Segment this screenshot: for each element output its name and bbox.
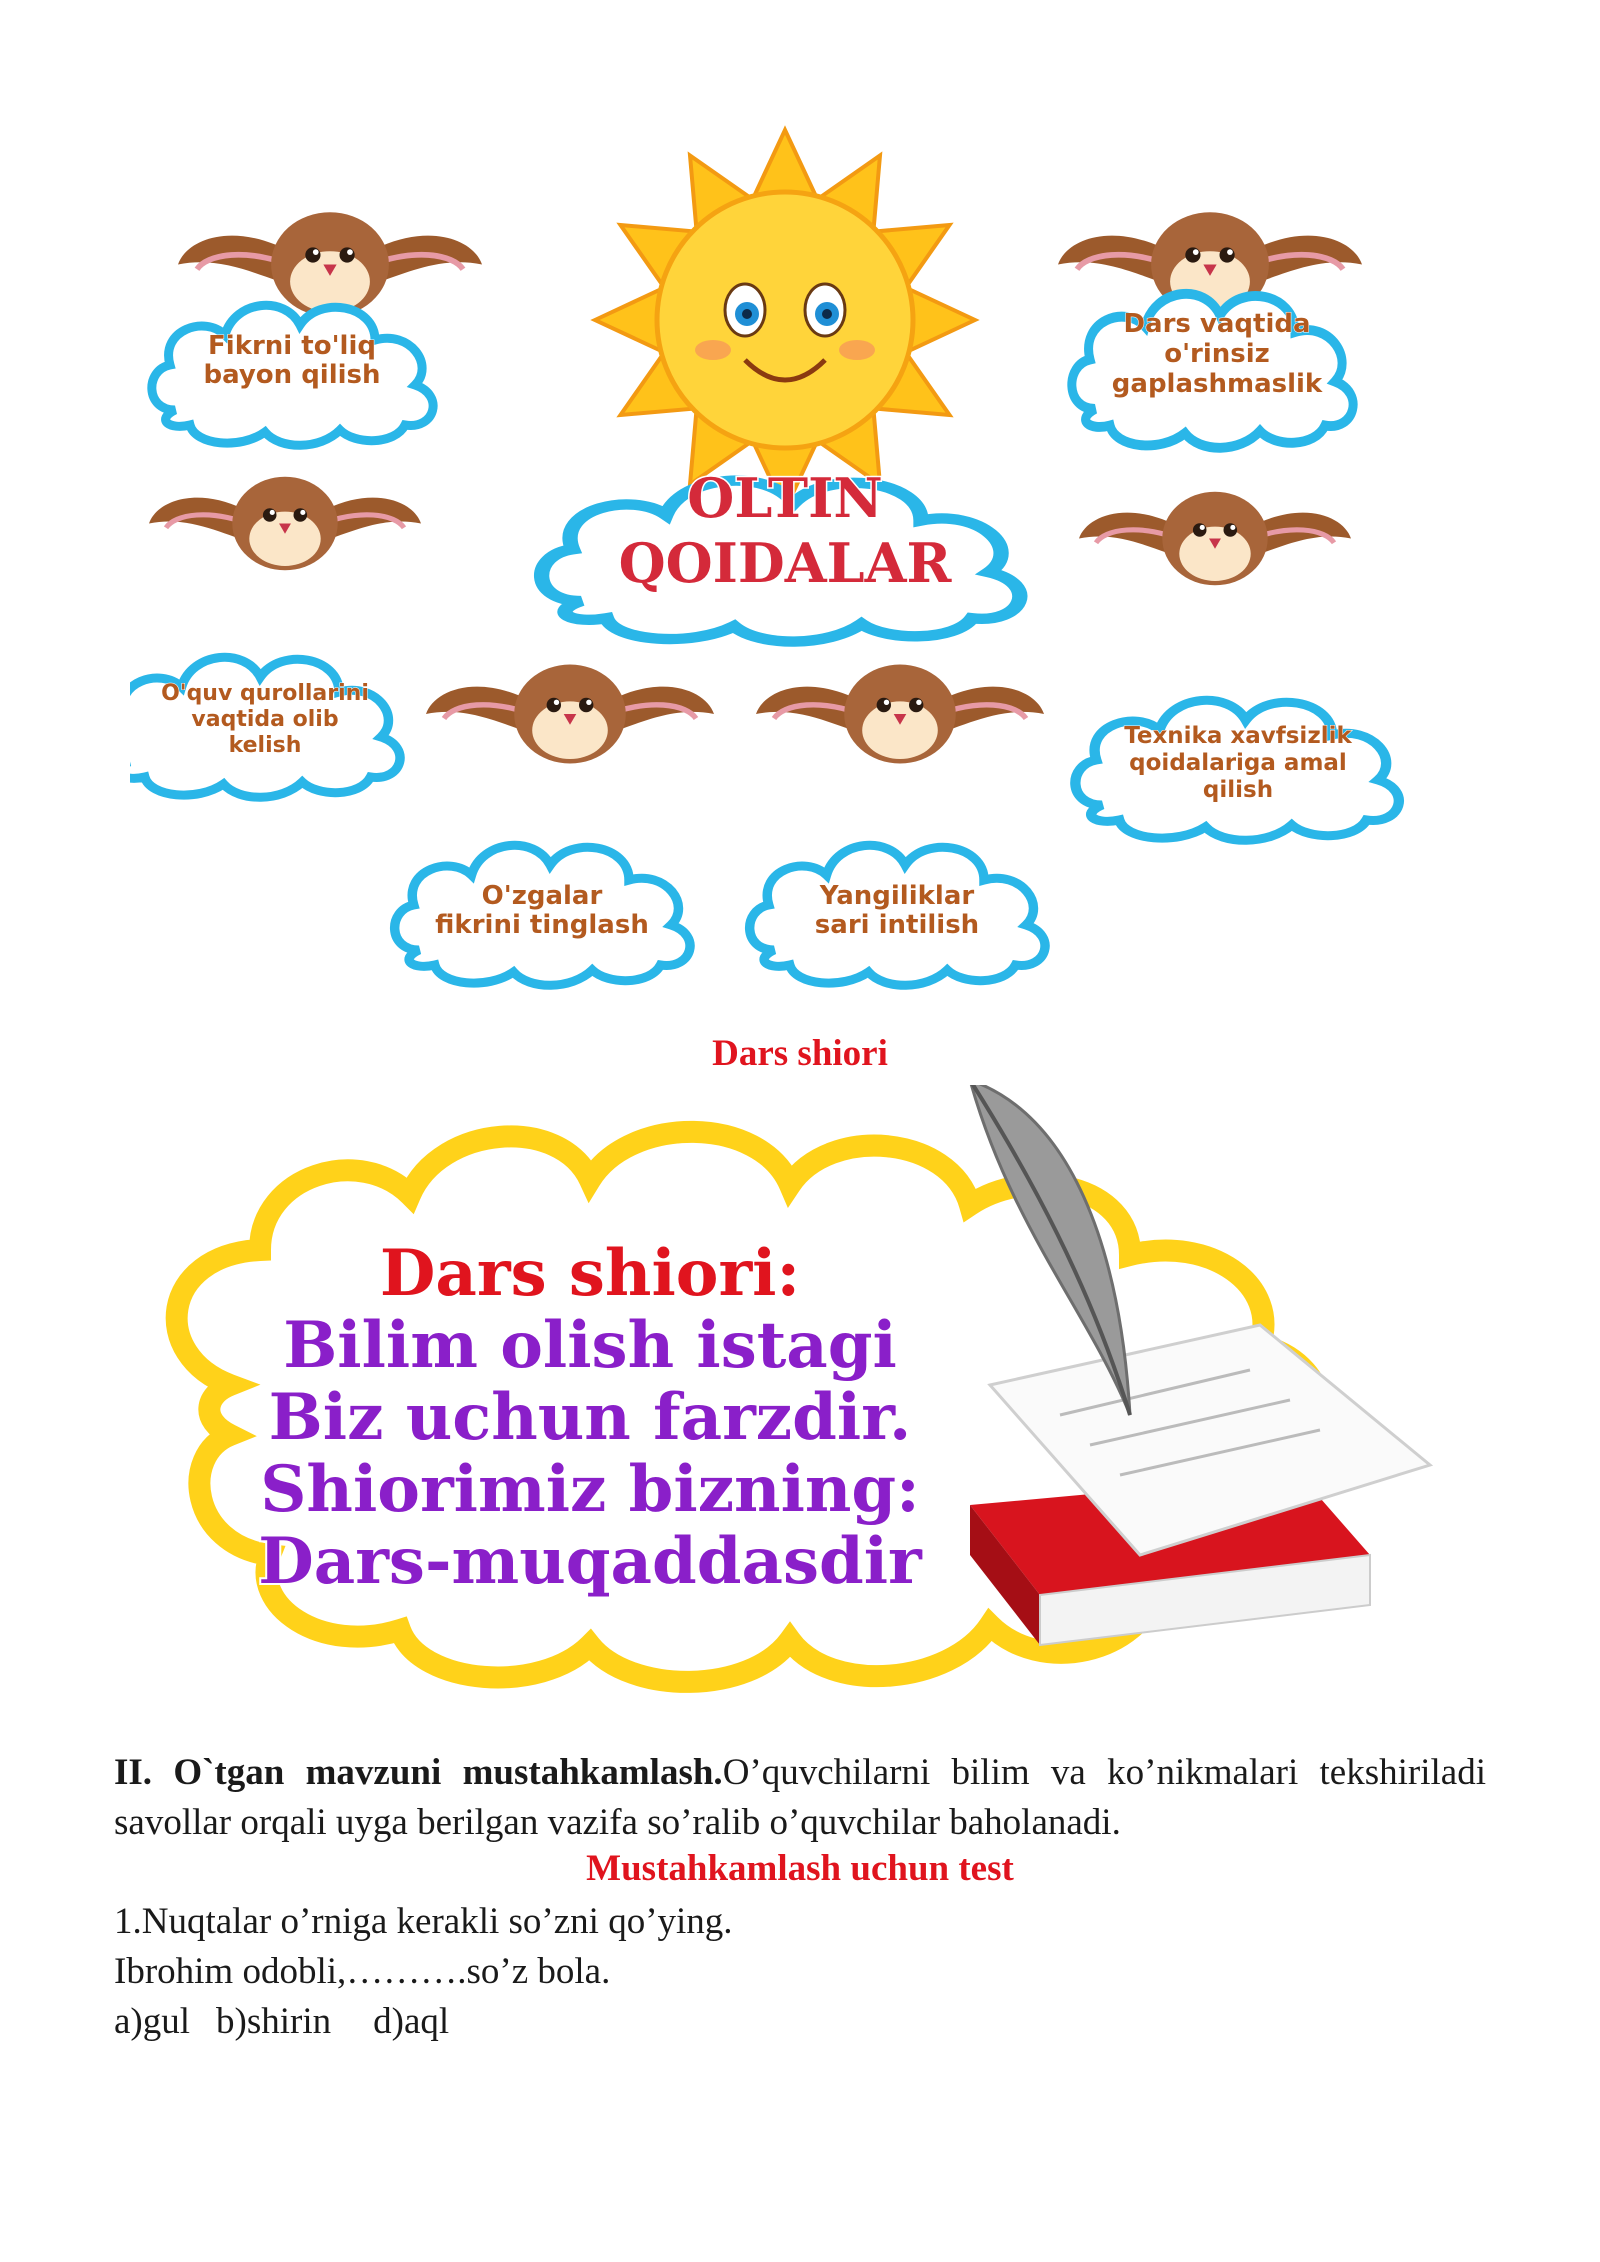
sun-illustration (595, 130, 975, 510)
motto-heading: Dars shiori: (379, 1236, 801, 1311)
golden-rules-poster (130, 110, 1430, 1010)
section-text: O’quvchilarni bilim va ko’nikmalari tekshiriladi savollar orqali uyga berilgan vazifa so’ralib o’quvchilar baholanadi. (114, 1752, 1486, 1843)
rule-4-line-3: qilish (1202, 777, 1274, 803)
rule-6-line-2: sari intilish (814, 910, 980, 940)
rule-4-line-1: Texnika xavfsizlik (1124, 723, 1352, 749)
rule-5-line-1: O'zgalar (481, 881, 603, 911)
section-paragraph (114, 1748, 1486, 1848)
test-sentence: Ibrohim odobli,……….so’z bola. (114, 1951, 611, 1992)
option-d: d)aql (373, 2001, 450, 2042)
option-a: a)gul (114, 2001, 191, 2042)
motto-line-1: Bilim olish istagi (283, 1308, 897, 1383)
bird-icon (756, 665, 1044, 764)
rule-3-line-1: O'quv qurollarini (161, 681, 369, 706)
section-heading: II. O`tgan mavzuni mustahkamlash. (114, 1752, 723, 1793)
rule-2-line-1: Dars vaqtida (1123, 309, 1311, 339)
rule-6-line-1: Yangiliklar (819, 881, 975, 911)
motto-line-3: Shiorimiz bizning: (260, 1452, 920, 1527)
rule-2-line-3: gaplashmaslik (1111, 369, 1323, 399)
rule-1-line-2: bayon qilish (203, 360, 381, 390)
bird-icon (178, 212, 482, 317)
poster-title-line2: QOIDALAR (618, 531, 952, 595)
rule-1-line-1: Fikrni to'liq (208, 331, 376, 361)
option-b: b)shirin (216, 2001, 332, 2042)
motto-caption: Dars shiori (712, 1033, 888, 1074)
bird-icon (1079, 492, 1351, 586)
rule-3-line-3: kelish (228, 733, 302, 758)
rule-2-line-2: o'rinsiz (1164, 339, 1270, 369)
motto-line-2: Biz uchun farzdir. (268, 1380, 912, 1455)
bird-icon (426, 665, 714, 764)
test-question: 1.Nuqtalar o’rniga kerakli so’zni qo’ying. (114, 1901, 733, 1942)
rule-4-line-2: qoidalariga amal (1129, 750, 1347, 776)
test-options (114, 1997, 1486, 2047)
test-title: Mustahkamlash uchun test (586, 1848, 1014, 1889)
motto-poster (110, 1085, 1490, 1725)
bird-icon (149, 477, 421, 571)
poster-title-line1: OLTIN (687, 466, 883, 530)
rule-5-line-2: fikrini tinglash (435, 910, 649, 940)
rule-3-line-2: vaqtida olib (191, 707, 339, 732)
motto-line-4: Dars-muqaddasdir (258, 1524, 922, 1599)
